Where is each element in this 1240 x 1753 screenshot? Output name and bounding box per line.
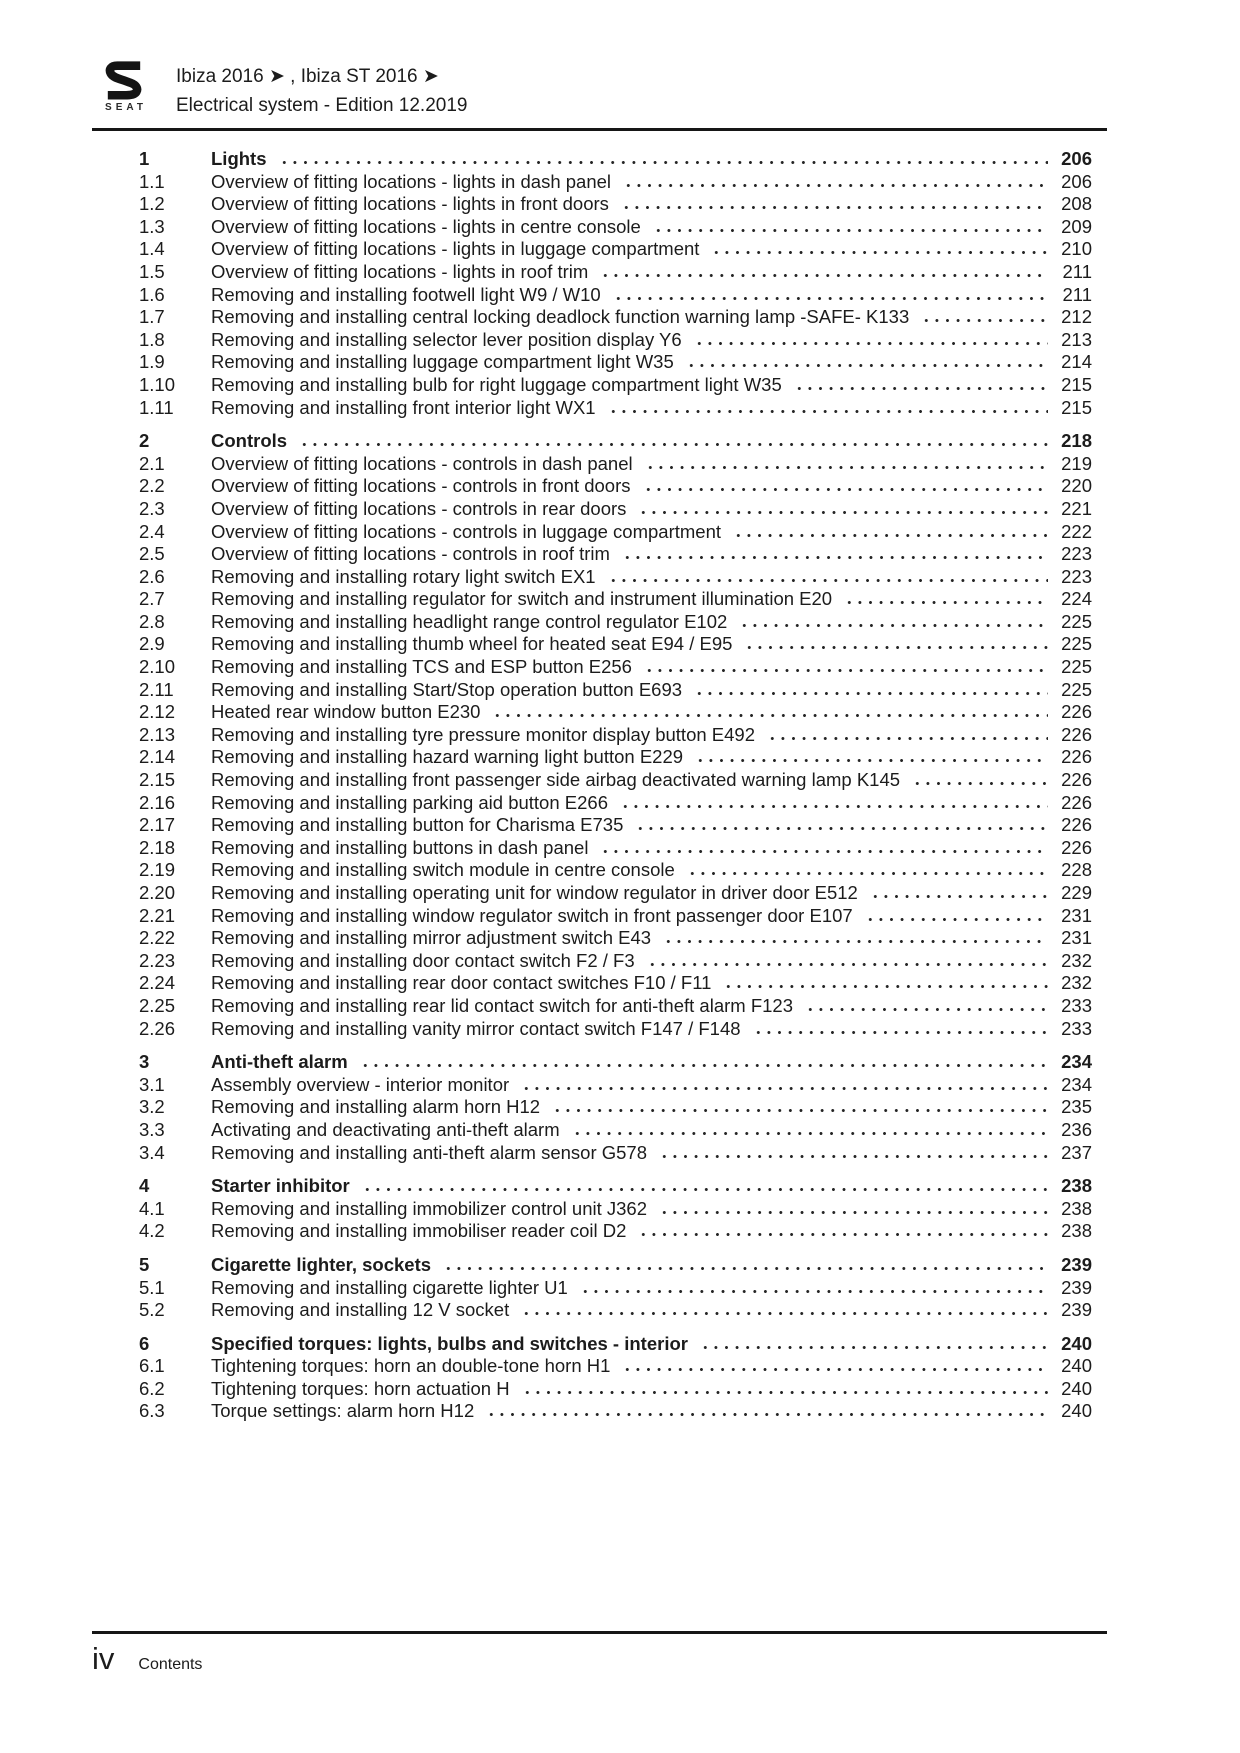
toc-entry-number: 2.17 bbox=[139, 814, 176, 836]
toc-dot-leader bbox=[580, 1277, 1048, 1300]
toc-dot-leader bbox=[711, 238, 1048, 261]
header-text bbox=[176, 62, 467, 120]
toc-entry-title: Overview of fitting locations - lights in centre console bbox=[211, 215, 641, 237]
toc-entry-number: 2.18 bbox=[139, 836, 176, 858]
toc-entry-page: 215 bbox=[1061, 396, 1092, 418]
toc-entry-title: Assembly overview - interior monitor bbox=[211, 1073, 510, 1095]
toc-entry-page: 240 bbox=[1061, 1332, 1092, 1354]
toc-dot-leader bbox=[623, 171, 1048, 194]
toc-row bbox=[139, 792, 1092, 815]
toc-dot-leader bbox=[912, 769, 1048, 792]
toc-entry-title: Removing and installing cigarette lighter U1 bbox=[211, 1276, 568, 1298]
toc-row bbox=[139, 927, 1092, 950]
toc-entry-number: 2.16 bbox=[139, 791, 176, 813]
toc-entry-page: 226 bbox=[1061, 746, 1092, 768]
toc-row bbox=[139, 950, 1092, 973]
toc-entry-number: 2.24 bbox=[139, 972, 176, 994]
toc-entry-page: 226 bbox=[1061, 769, 1092, 791]
toc-row bbox=[139, 1355, 1092, 1378]
toc-entry-title: Starter inhibitor bbox=[211, 1175, 350, 1197]
toc-entry-page: 234 bbox=[1061, 1051, 1092, 1073]
toc-row bbox=[139, 746, 1092, 769]
toc-entry-title: Cigarette lighter, sockets bbox=[211, 1253, 432, 1275]
toc-row bbox=[139, 679, 1092, 702]
toc-dot-leader bbox=[753, 1018, 1048, 1041]
toc-entry-page: 238 bbox=[1061, 1175, 1092, 1197]
toc-dot-leader bbox=[638, 498, 1048, 521]
toc-entry-number: 2.11 bbox=[139, 678, 174, 700]
toc-row bbox=[139, 453, 1092, 476]
toc-dot-leader bbox=[600, 837, 1048, 860]
toc-entry-title: Tightening torques: horn an double-tone horn H1 bbox=[211, 1355, 611, 1377]
toc-row bbox=[139, 216, 1092, 239]
toc-entry-number: 2.5 bbox=[139, 543, 165, 565]
toc-entry-title: Removing and installing parking aid button E266 bbox=[211, 791, 608, 813]
toc-entry-number: 6.1 bbox=[139, 1355, 165, 1377]
toc-section-row bbox=[139, 1175, 1092, 1198]
toc-row bbox=[139, 566, 1092, 589]
toc-entry-title: Removing and installing luggage compartment light W35 bbox=[211, 351, 674, 373]
toc-entry-title: Overview of fitting locations - controls in luggage compartment bbox=[211, 520, 722, 542]
toc bbox=[92, 148, 1107, 1423]
toc-dot-leader bbox=[443, 1254, 1048, 1277]
toc-entry-page: 231 bbox=[1061, 904, 1092, 926]
toc-entry-page: 225 bbox=[1061, 633, 1092, 655]
toc-dot-leader bbox=[686, 351, 1048, 374]
toc-entry-title: Overview of fitting locations - controls in front doors bbox=[211, 475, 631, 497]
toc-entry-page: 238 bbox=[1061, 1220, 1092, 1242]
toc-dot-leader bbox=[744, 633, 1048, 656]
toc-row bbox=[139, 905, 1092, 928]
toc-entry-number: 5.1 bbox=[139, 1276, 165, 1298]
toc-entry-title: Removing and installing thumb wheel for heated seat E94 / E95 bbox=[211, 633, 733, 655]
toc-entry-title: Removing and installing immobilizer control unit J362 bbox=[211, 1197, 647, 1219]
toc-dot-leader bbox=[767, 724, 1048, 747]
toc-entry-number: 2.22 bbox=[139, 927, 176, 949]
toc-entry-page: 213 bbox=[1061, 328, 1092, 350]
toc-entry-title: Removing and installing selector lever position display Y6 bbox=[211, 328, 682, 350]
toc-entry-title: Specified torques: lights, bulbs and switches - interior bbox=[211, 1332, 688, 1354]
toc-dot-leader bbox=[870, 882, 1048, 905]
toc-entry-page: 235 bbox=[1061, 1096, 1092, 1118]
footer-page-number: iv bbox=[92, 1641, 115, 1677]
toc-entry-number: 6.3 bbox=[139, 1400, 165, 1422]
toc-entry-number: 1.1 bbox=[139, 170, 165, 192]
toc-entry-number: 2.13 bbox=[139, 723, 176, 745]
toc-row bbox=[139, 701, 1092, 724]
toc-row bbox=[139, 374, 1092, 397]
toc-dot-leader bbox=[486, 1400, 1048, 1423]
toc-entry-title: Heated rear window button E230 bbox=[211, 701, 481, 723]
toc-row bbox=[139, 769, 1092, 792]
toc-entry-page: 211 bbox=[1062, 283, 1092, 305]
toc-entry-page: 226 bbox=[1061, 836, 1092, 858]
toc-dot-leader bbox=[694, 679, 1048, 702]
toc-row bbox=[139, 633, 1092, 656]
toc-entry-title: Overview of fitting locations - controls in roof trim bbox=[211, 543, 610, 565]
toc-section-row bbox=[139, 1333, 1092, 1356]
toc-entry-page: 223 bbox=[1061, 543, 1092, 565]
toc-row bbox=[139, 656, 1092, 679]
toc-entry-page: 226 bbox=[1061, 814, 1092, 836]
seat-logo bbox=[92, 60, 156, 113]
toc-dot-leader bbox=[805, 995, 1048, 1018]
toc-entry-title: Removing and installing window regulator switch in front passenger door E107 bbox=[211, 904, 853, 926]
toc-entry-title: Removing and installing Start/Stop operation button E693 bbox=[211, 678, 683, 700]
toc-entry-page: 226 bbox=[1061, 791, 1092, 813]
toc-entry-title: Overview of fitting locations - controls in rear doors bbox=[211, 497, 627, 519]
toc-entry-title: Removing and installing rear door contact switches F10 / F11 bbox=[211, 972, 712, 994]
toc-entry-title: Removing and installing operating unit for window regulator in driver door E512 bbox=[211, 882, 858, 903]
toc-entry-page: 226 bbox=[1061, 723, 1092, 745]
toc-row bbox=[139, 1018, 1092, 1041]
toc-dot-leader bbox=[645, 453, 1048, 476]
toc-section-row bbox=[139, 148, 1092, 171]
page-footer bbox=[92, 1631, 1107, 1676]
toc-row bbox=[139, 351, 1092, 374]
toc-entry-page: 239 bbox=[1061, 1253, 1092, 1275]
toc-row bbox=[139, 1378, 1092, 1401]
toc-dot-leader bbox=[663, 927, 1048, 950]
toc-dot-leader bbox=[723, 972, 1048, 995]
toc-entry-title: Removing and installing regulator for switch and instrument illumination E20 bbox=[211, 588, 833, 610]
toc-row bbox=[139, 1119, 1092, 1142]
seat-logo-icon bbox=[101, 60, 147, 100]
footer-contents-label: Contents bbox=[138, 1656, 203, 1674]
toc-entry-title: Controls bbox=[211, 430, 288, 452]
toc-entry-page: 209 bbox=[1061, 215, 1092, 237]
toc-dot-leader bbox=[608, 566, 1048, 589]
toc-dot-leader bbox=[362, 1175, 1048, 1198]
toc-entry-number: 1.9 bbox=[139, 351, 165, 373]
toc-dot-leader bbox=[659, 1198, 1048, 1221]
toc-entry-page: 221 bbox=[1061, 497, 1092, 519]
toc-row bbox=[139, 1142, 1092, 1165]
toc-row bbox=[139, 498, 1092, 521]
toc-entry-number: 3.1 bbox=[139, 1073, 165, 1095]
toc-entry-title: Overview of fitting locations - lights in luggage compartment bbox=[211, 238, 700, 260]
toc-dot-leader bbox=[694, 329, 1048, 352]
toc-row bbox=[139, 284, 1092, 307]
toc-entry-page: 236 bbox=[1061, 1118, 1092, 1140]
toc-entry-number: 6.2 bbox=[139, 1377, 165, 1399]
toc-row bbox=[139, 1299, 1092, 1322]
toc-row bbox=[139, 475, 1092, 498]
toc-entry-title: Removing and installing rear lid contact switch for anti-theft alarm F123 bbox=[211, 994, 793, 1016]
toc-entry-title: Removing and installing tyre pressure monitor display button E492 bbox=[211, 723, 755, 745]
toc-dot-leader bbox=[644, 656, 1048, 679]
toc-entry-page: 237 bbox=[1061, 1141, 1092, 1163]
toc-dot-leader bbox=[622, 1355, 1048, 1378]
toc-dot-leader bbox=[643, 475, 1048, 498]
toc-entry-number: 2.20 bbox=[139, 882, 176, 903]
toc-entry-number: 4 bbox=[139, 1175, 150, 1197]
toc-row bbox=[139, 859, 1092, 882]
toc-dot-leader bbox=[521, 1074, 1048, 1097]
toc-entry-title: Overview of fitting locations - lights in roof trim bbox=[211, 260, 589, 282]
toc-entry-title: Overview of fitting locations - controls in dash panel bbox=[211, 452, 633, 474]
toc-entry-page: 219 bbox=[1061, 452, 1092, 474]
toc-entry-title: Removing and installing footwell light W9 / W10 bbox=[211, 283, 601, 305]
toc-dot-leader bbox=[659, 1142, 1048, 1165]
toc-entry-page: 240 bbox=[1061, 1377, 1092, 1399]
toc-row bbox=[139, 238, 1092, 261]
toc-entry-number: 2.19 bbox=[139, 859, 176, 881]
toc-entry-number: 2.6 bbox=[139, 565, 165, 587]
toc-entry-number: 2.15 bbox=[139, 769, 176, 791]
toc-entry-page: 218 bbox=[1061, 430, 1092, 452]
toc-section-row bbox=[139, 1051, 1092, 1074]
toc-dot-leader bbox=[635, 814, 1048, 837]
toc-entry-page: 206 bbox=[1061, 170, 1092, 192]
toc-entry-title: Removing and installing 12 V socket bbox=[211, 1299, 510, 1321]
toc-entry-title: Removing and installing bulb for right luggage compartment light W35 bbox=[211, 373, 782, 395]
toc-entry-title: Removing and installing switch module in centre console bbox=[211, 859, 675, 881]
toc-entry-number: 1.8 bbox=[139, 328, 165, 350]
toc-entry-title: Torque settings: alarm horn H12 bbox=[211, 1400, 475, 1422]
toc-dot-leader bbox=[700, 1333, 1048, 1356]
toc-row bbox=[139, 1277, 1092, 1300]
toc-row bbox=[139, 261, 1092, 284]
toc-entry-title: Removing and installing anti-theft alarm sensor G578 bbox=[211, 1141, 648, 1163]
toc-entry-number: 2.23 bbox=[139, 949, 176, 971]
toc-entry-number: 2.4 bbox=[139, 520, 165, 542]
toc-dot-leader bbox=[638, 1220, 1048, 1243]
toc-entry-page: 211 bbox=[1062, 260, 1092, 282]
toc-entry-number: 3.4 bbox=[139, 1141, 165, 1163]
toc-entry-number: 2.1 bbox=[139, 452, 165, 474]
toc-entry-page: 239 bbox=[1061, 1299, 1092, 1321]
toc-entry-page: 228 bbox=[1061, 859, 1092, 881]
toc-entry-page: 238 bbox=[1061, 1197, 1092, 1219]
toc-entry-title: Removing and installing buttons in dash panel bbox=[211, 836, 589, 858]
toc-entry-page: 220 bbox=[1061, 475, 1092, 497]
toc-entry-page: 222 bbox=[1061, 520, 1092, 542]
toc-entry-page: 225 bbox=[1061, 610, 1092, 632]
toc-entry-page: 234 bbox=[1061, 1073, 1092, 1095]
toc-entry-number: 6 bbox=[139, 1332, 150, 1354]
toc-entry-title: Removing and installing headlight range control regulator E102 bbox=[211, 610, 728, 632]
toc-row bbox=[139, 588, 1092, 611]
toc-entry-page: 240 bbox=[1061, 1400, 1092, 1422]
seat-logo-word: SEAT bbox=[105, 102, 147, 113]
toc-row bbox=[139, 611, 1092, 634]
toc-dot-leader bbox=[613, 284, 1048, 307]
toc-section-row bbox=[139, 430, 1092, 453]
toc-entry-number: 2.12 bbox=[139, 701, 176, 723]
toc-entry-title: Anti-theft alarm bbox=[211, 1051, 348, 1073]
toc-entry-number: 1.4 bbox=[139, 238, 165, 260]
toc-entry-title: Removing and installing immobiliser reader coil D2 bbox=[211, 1220, 627, 1242]
toc-row bbox=[139, 814, 1092, 837]
toc-entry-title: Removing and installing hazard warning light button E229 bbox=[211, 746, 684, 768]
toc-entry-title: Overview of fitting locations - lights in front doors bbox=[211, 193, 609, 215]
toc-entry-number: 1.11 bbox=[139, 396, 174, 418]
toc-entry-page: 215 bbox=[1061, 373, 1092, 395]
toc-entry-number: 3.3 bbox=[139, 1118, 165, 1140]
toc-entry-page: 240 bbox=[1061, 1355, 1092, 1377]
toc-entry-title: Tightening torques: horn actuation H bbox=[211, 1377, 510, 1399]
toc-entry-page: 229 bbox=[1061, 882, 1092, 903]
toc-entry-number: 2.8 bbox=[139, 610, 165, 632]
toc-entry-number: 1.2 bbox=[139, 193, 165, 215]
toc-entry-title: Removing and installing TCS and ESP button E256 bbox=[211, 656, 632, 678]
toc-dot-leader bbox=[572, 1119, 1048, 1142]
toc-entry-title: Removing and installing alarm horn H12 bbox=[211, 1096, 541, 1118]
toc-row bbox=[139, 397, 1092, 420]
toc-entry-number: 1.7 bbox=[139, 306, 165, 328]
toc-entry-page: 226 bbox=[1061, 701, 1092, 723]
toc-entry-title: Removing and installing mirror adjustment switch E43 bbox=[211, 927, 652, 949]
toc-entry-title: Removing and installing front interior light WX1 bbox=[211, 396, 596, 418]
toc-entry-title: Activating and deactivating anti-theft alarm bbox=[211, 1118, 560, 1140]
toc-entry-title: Removing and installing central locking deadlock function warning lamp -SAFE- K133 bbox=[211, 306, 910, 328]
toc-entry-number: 2 bbox=[139, 430, 150, 452]
toc-row bbox=[139, 1198, 1092, 1221]
toc-dot-leader bbox=[620, 792, 1048, 815]
toc-entry-number: 5.2 bbox=[139, 1299, 165, 1321]
toc-row bbox=[139, 972, 1092, 995]
toc-dot-leader bbox=[492, 701, 1048, 724]
toc-entry-page: 224 bbox=[1061, 588, 1092, 610]
toc-dot-leader bbox=[600, 261, 1048, 284]
toc-dot-leader bbox=[739, 611, 1048, 634]
toc-entry-page: 233 bbox=[1061, 1017, 1092, 1039]
toc-entry-number: 2.7 bbox=[139, 588, 165, 610]
toc-dot-leader bbox=[865, 905, 1048, 928]
toc-row bbox=[139, 837, 1092, 860]
toc-entry-number: 2.26 bbox=[139, 1017, 176, 1039]
toc-dot-leader bbox=[608, 397, 1048, 420]
toc-dot-leader bbox=[733, 521, 1048, 544]
toc-entry-page: 210 bbox=[1061, 238, 1092, 260]
toc-entry-page: 232 bbox=[1061, 949, 1092, 971]
toc-entry-number: 1.3 bbox=[139, 215, 165, 237]
toc-entry-number: 2.2 bbox=[139, 475, 165, 497]
toc-entry-title: Removing and installing door contact switch F2 / F3 bbox=[211, 949, 635, 971]
page-header bbox=[92, 58, 1107, 131]
toc-dot-leader bbox=[521, 1299, 1048, 1322]
toc-entry-number: 4.2 bbox=[139, 1220, 165, 1242]
toc-entry-number: 5 bbox=[139, 1253, 150, 1275]
toc-dot-leader bbox=[653, 216, 1048, 239]
toc-dot-leader bbox=[794, 374, 1048, 397]
toc-row bbox=[139, 193, 1092, 216]
toc-section-row bbox=[139, 1254, 1092, 1277]
toc-row bbox=[139, 329, 1092, 352]
toc-dot-leader bbox=[360, 1051, 1048, 1074]
toc-dot-leader bbox=[299, 430, 1048, 453]
toc-entry-page: 233 bbox=[1061, 994, 1092, 1016]
toc-dot-leader bbox=[695, 746, 1048, 769]
toc-dot-leader bbox=[522, 1378, 1048, 1401]
toc-row bbox=[139, 521, 1092, 544]
toc-entry-page: 232 bbox=[1061, 972, 1092, 994]
toc-entry-page: 208 bbox=[1061, 193, 1092, 215]
toc-entry-number: 3.2 bbox=[139, 1096, 165, 1118]
toc-entry-number: 2.9 bbox=[139, 633, 165, 655]
toc-row bbox=[139, 724, 1092, 747]
toc-entry-page: 214 bbox=[1061, 351, 1092, 373]
toc-row bbox=[139, 306, 1092, 329]
toc-entry-title: Lights bbox=[211, 148, 267, 169]
toc-entry-title: Removing and installing rotary light switch EX1 bbox=[211, 565, 596, 587]
toc-entry-page: 225 bbox=[1061, 656, 1092, 678]
toc-entry-number: 2.21 bbox=[139, 904, 176, 926]
toc-dot-leader bbox=[279, 148, 1049, 171]
toc-entry-number: 1.5 bbox=[139, 260, 165, 282]
toc-row bbox=[139, 1074, 1092, 1097]
header-model-line: Ibiza 2016 ➤ , Ibiza ST 2016 ➤ bbox=[176, 66, 439, 87]
toc-row bbox=[139, 1400, 1092, 1423]
toc-entry-number: 3 bbox=[139, 1051, 150, 1073]
toc-dot-leader bbox=[622, 543, 1048, 566]
toc-row bbox=[139, 171, 1092, 194]
toc-entry-number: 1.6 bbox=[139, 283, 165, 305]
toc-entry-number: 1.10 bbox=[139, 373, 176, 395]
toc-row bbox=[139, 882, 1092, 905]
toc-entry-number: 2.10 bbox=[139, 656, 176, 678]
toc-entry-number: 4.1 bbox=[139, 1197, 165, 1219]
toc-entry-number: 1 bbox=[139, 148, 150, 169]
header-edition-line: Electrical system - Edition 12.2019 bbox=[176, 95, 468, 116]
toc-dot-leader bbox=[844, 588, 1048, 611]
toc-dot-leader bbox=[921, 306, 1048, 329]
toc-dot-leader bbox=[552, 1096, 1048, 1119]
toc-entry-page: 212 bbox=[1061, 306, 1092, 328]
toc-entry-title: Removing and installing button for Charisma E735 bbox=[211, 814, 624, 836]
toc-entry-number: 2.25 bbox=[139, 994, 176, 1016]
toc-row bbox=[139, 1220, 1092, 1243]
toc-entry-number: 2.14 bbox=[139, 746, 176, 768]
toc-dot-leader bbox=[687, 859, 1048, 882]
toc-entry-title: Removing and installing vanity mirror contact switch F147 / F148 bbox=[211, 1017, 741, 1039]
toc-entry-page: 239 bbox=[1061, 1276, 1092, 1298]
toc-row bbox=[139, 1096, 1092, 1119]
toc-entry-page: 206 bbox=[1061, 148, 1092, 169]
toc-row bbox=[139, 995, 1092, 1018]
toc-entry-title: Overview of fitting locations - lights in dash panel bbox=[211, 170, 612, 192]
toc-entry-title: Removing and installing front passenger side airbag deactivated warning lamp K145 bbox=[211, 769, 901, 791]
toc-entry-page: 223 bbox=[1061, 565, 1092, 587]
toc-entry-page: 231 bbox=[1061, 927, 1092, 949]
toc-row bbox=[139, 543, 1092, 566]
toc-entry-number: 2.3 bbox=[139, 497, 165, 519]
toc-dot-leader bbox=[647, 950, 1048, 973]
toc-entry-page: 225 bbox=[1061, 678, 1092, 700]
toc-dot-leader bbox=[621, 193, 1048, 216]
